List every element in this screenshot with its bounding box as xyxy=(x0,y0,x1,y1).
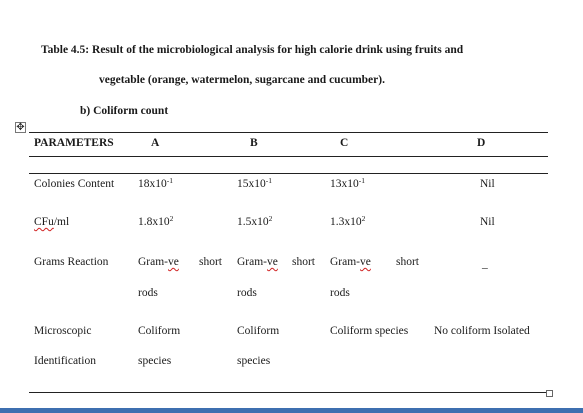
micro-a-line2: species xyxy=(138,355,172,367)
micro-label-line2: Identification xyxy=(34,355,96,367)
grams-a-short: short xyxy=(199,256,222,268)
move-handle-icon[interactable]: ✥ xyxy=(16,122,25,133)
header-bottom-rule xyxy=(29,156,548,157)
table-top-rule xyxy=(29,132,548,133)
cfu-label: CFu/ml xyxy=(34,216,70,228)
grams-a: Gram-ve xyxy=(138,256,179,268)
table-caption-line2: vegetable (orange, watermelon, sugarcane and cucumber). xyxy=(99,74,385,86)
colonies-c: $13x10^{-1}$ xyxy=(330,176,365,190)
header-a: A xyxy=(151,137,160,149)
cfu-a: $1.8x10^2$ xyxy=(138,214,174,228)
table-bottom-rule xyxy=(29,392,548,393)
grams-b-rods: rods xyxy=(237,287,257,299)
table-subheading: b) Coliform count xyxy=(80,105,169,117)
cfu-c: $1.3x10^2$ xyxy=(330,214,366,228)
grams-a-rods: rods xyxy=(138,287,158,299)
grams-c: Gram-ve xyxy=(330,256,371,268)
row-rule xyxy=(29,173,548,174)
micro-label-line1: Microscopic xyxy=(34,325,92,337)
micro-b-line1: Coliform xyxy=(237,325,280,337)
grams-b: Gram-ve xyxy=(237,256,278,268)
micro-b-line2: species xyxy=(237,355,271,367)
micro-d: No coliform Isolated xyxy=(434,325,530,337)
micro-c: Coliform species xyxy=(330,325,409,337)
status-bar xyxy=(0,408,583,413)
grams-d: _ xyxy=(482,258,488,270)
header-c: C xyxy=(340,137,349,149)
header-parameters: PARAMETERS xyxy=(34,137,114,149)
header-b: B xyxy=(250,137,258,149)
resize-handle-icon[interactable] xyxy=(546,390,553,397)
grams-label: Grams Reaction xyxy=(34,256,109,268)
header-d: D xyxy=(477,137,486,149)
colonies-d: Nil xyxy=(480,178,495,190)
cfu-d: Nil xyxy=(480,216,495,228)
colonies-label: Colonies Content xyxy=(34,178,115,190)
grams-b-short: short xyxy=(292,256,315,268)
table-caption-line1: Table 4.5: Result of the microbiological analysis for high calorie drink using fruits and xyxy=(41,44,464,56)
colonies-a: $18x10^{-1}$ xyxy=(138,176,173,190)
micro-a-line1: Coliform xyxy=(138,325,181,337)
grams-c-short: short xyxy=(396,256,419,268)
colonies-b: $15x10^{-1}$ xyxy=(237,176,272,190)
cfu-b: $1.5x10^2$ xyxy=(237,214,273,228)
grams-c-rods: rods xyxy=(330,287,350,299)
